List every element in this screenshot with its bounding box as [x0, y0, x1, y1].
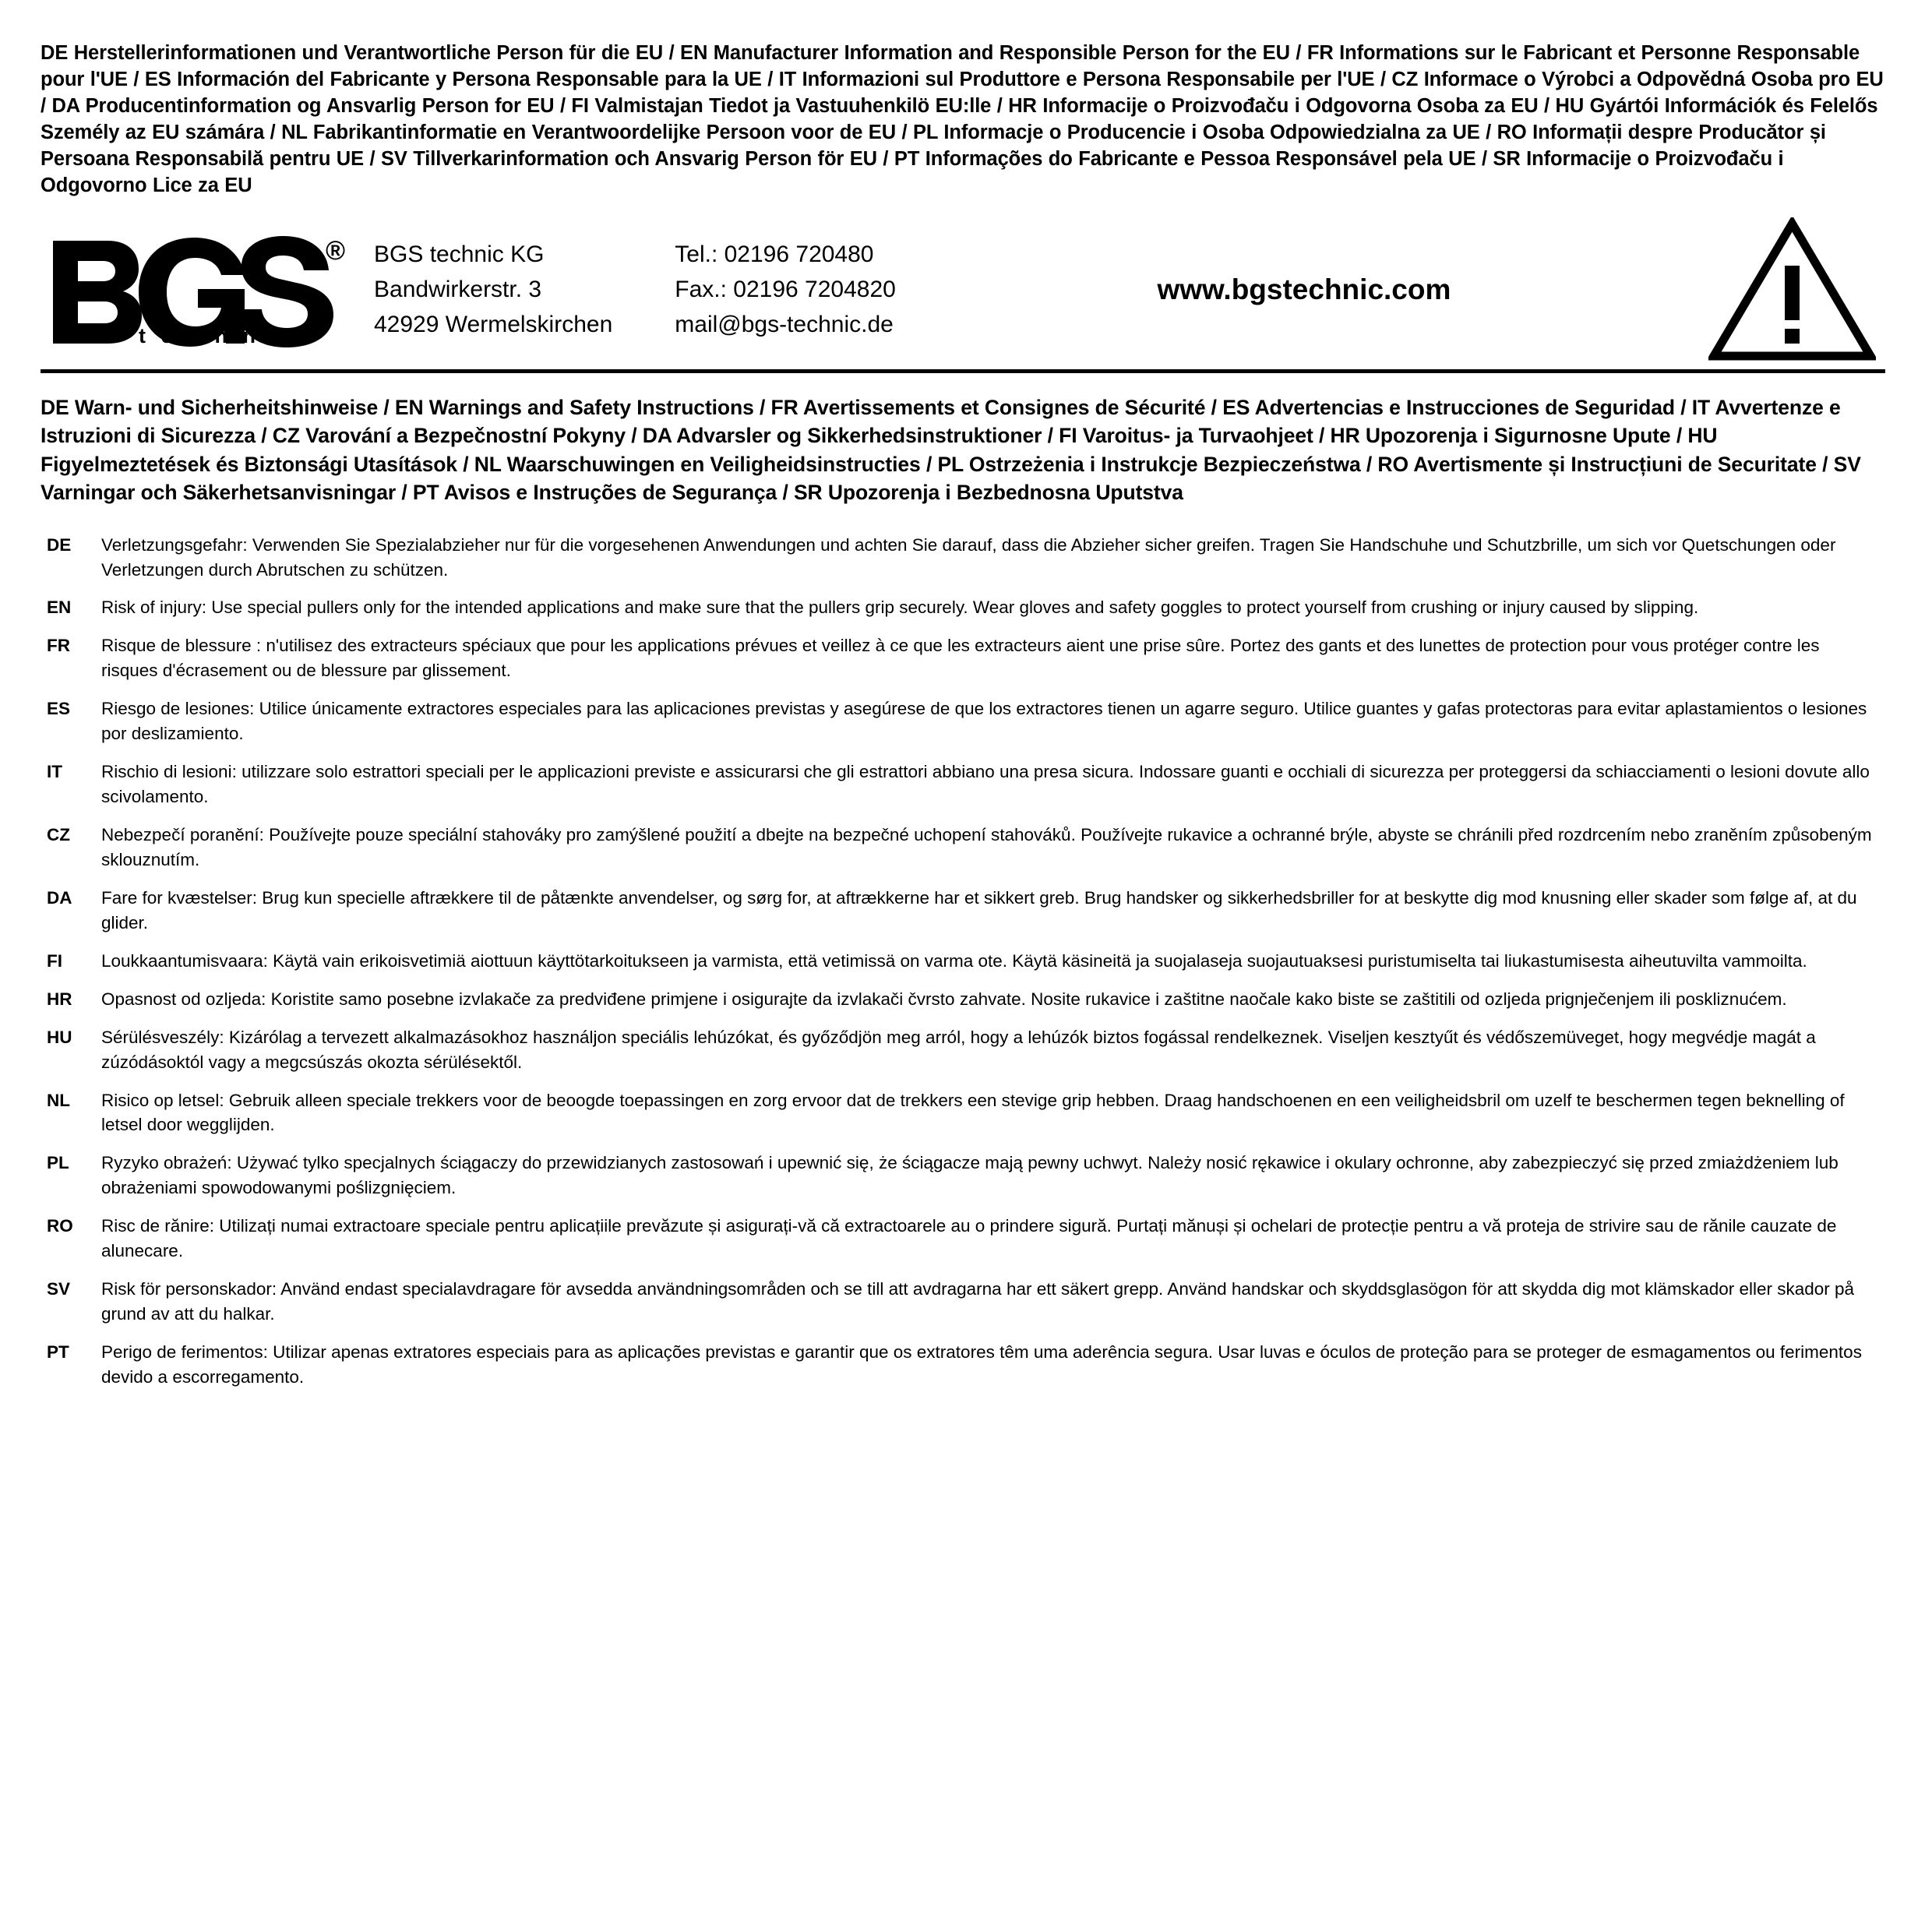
warning-language-code: RO [47, 1216, 73, 1236]
warning-row [41, 1277, 1885, 1327]
company-address [366, 237, 612, 342]
company-telephone: Tel.: 02196 720480 [675, 242, 874, 268]
warning-language-code: IT [47, 762, 62, 782]
warning-text: Risc de rănire: Utilizați numai extractoare speciale pentru aplicațiile prevăzute și asigurați-vă că extractoarele au o prindere sigură. Purtați mănuși și ochelari de protecție pentru a vă proteja de strivire sau de rănile cauzate de alunecare. [101, 1216, 1837, 1261]
warnings-list [41, 533, 1885, 1390]
warning-text: Risk of injury: Use special pullers only for the intended applications and make sure that the pullers grip securely. Wear gloves and safety goggles to protect yourself from crushing or injury caused by slipping. [101, 598, 1699, 618]
company-contact [612, 237, 896, 342]
warning-row [41, 949, 1885, 974]
warning-row [41, 595, 1885, 620]
company-fax: Fax.: 02196 7204820 [675, 277, 896, 303]
warning-language-code: PT [47, 1342, 69, 1362]
bgs-logo-graphic [47, 231, 358, 348]
warning-text: Riesgo de lesiones: Utilice únicamente extractores especiales para las aplicaciones previstas y asegúrese de que los extractores tienen un agarre seguro. Utilice guantes y gafas protectoras para evitar aplastamientos o lesiones por deslizamiento. [101, 699, 1867, 744]
warning-language-code: CZ [47, 825, 70, 844]
warning-row [41, 823, 1885, 873]
warning-text: Perigo de ferimentos: Utilizar apenas extratores especiais para as aplicações previstas e garantir que os extratores têm uma aderência segura. Usar luvas e óculos de proteção para se proteger de esmagamentos ou ferimentos devido a escorregamento. [101, 1342, 1862, 1387]
warning-language-code: SV [47, 1279, 71, 1299]
company-name: BGS technic KG [374, 242, 545, 268]
warning-text: Verletzungsgefahr: Verwenden Sie Spezialabzieher nur für die vorgesehenen Anwendungen und achten Sie darauf, dass die Abzieher sicher greifen. Tragen Sie Handschuhe und Schutzbrille, um sich vor Quetschungen oder Verletzungen durch Abrutschen zu schützen. [101, 534, 1836, 580]
safety-section-heading: DE Warn- und Sicherheitshinweise / EN Warnings and Safety Instructions / FR Avertissements et Consignes de Sécurité / ES Advertencias e Instrucciones de Seguridad / IT Avvertenze e Istruzioni di Sicurezza / CZ Varování a Bezpečnostní Pokyny / DA Advarsler og Sikkerhedsinstruktioner / FI Varoitus- ja Turvaohjeet / HR Upozorenja i Sigurnosne Upute / HU Figyelmeztetések és Biztonsági Utasítások / NL Waarschuwingen en Veiligheidsinstructies / PL Ostrzeżenia i Instrukcje Bezpieczeństwa / RO Avertismente și Instrucțiuni de Securitate / SV Varningar och Säkerhetsanvisningar / PT Avisos e Instruções de Segurança / SR Upozorenja i Bezbednosna Uputstva [41, 396, 1861, 504]
svg-text:t e c h n i c: t e c h n i c [139, 323, 308, 347]
bgs-logo [41, 231, 366, 348]
warning-language-code: HU [47, 1027, 72, 1047]
warning-text: Fare for kvæstelser: Brug kun specielle aftrækkere til de påtænkte anvendelser, og sørg for, at aftrækkerne har et sikkert greb. Brug handsker og sikkerhedsbriller for at beskytte dig mod knusning eller skader som følge af, at du glider. [101, 887, 1857, 933]
manufacturer-info-heading: DE Herstellerinformationen und Verantwortliche Person für die EU / EN Manufacturer Information and Responsible Person for the EU / FR Informations sur le Fabricant et Personne Responsable pour l'UE / ES Información del Fabricante y Persona Responsable para la UE / IT Informazioni sul Produttore e Persona Responsabile per l'UE / CZ Informace o Výrobci a Odpovědná Osoba pro EU / DA Producentinformation og Ansvarlig Person for EU / FI Valmistajan Tiedot ja Vastuuhenkilö EU:lle / HR Informacije o Proizvođaču i Odgovorna Osoba za EU / HU Gyártói Információk és Felelős Személy az EU számára / NL Fabrikantinformatie en Verantwoordelijke Persoon voor de EU / PL Informacje o Producencie i Osoba Odpowiedzialna za UE / RO Informații despre Producător și Persoana Responsabilă pentru UE / SV Tillverkarinformation och Ansvarig Person för EU / PT Informações do Fabricante e Pessoa Responsável pela UE / SR Informacije o Proizvođaču i Odgovorno Lice za EU [41, 42, 1884, 196]
warning-language-code: EN [47, 598, 72, 618]
warning-language-code: HR [47, 989, 72, 1009]
warning-text: Risque de blessure : n'utilisez des extracteurs spéciaux que pour les applications prévues et veillez à ce que les extracteurs aient une prise sûre. Portez des gants et des lunettes de protection pour vous protéger contre les risques d'écrasement ou de blessure par glissement. [101, 636, 1820, 681]
warning-row [41, 696, 1885, 746]
warning-row [41, 1088, 1885, 1138]
warning-language-code: PL [47, 1153, 69, 1173]
warning-row [41, 886, 1885, 936]
warning-text: Risk för personskador: Använd endast specialavdragare för avsedda användningsområden och se till att avdragarna har ett säkert grepp. Använd handskar och skyddsglasögon för att skydda dig mot klämskador eller skador på grund av att du halkar. [101, 1279, 1855, 1324]
warning-triangle-icon [1697, 217, 1885, 361]
warning-language-code: NL [47, 1090, 70, 1110]
warning-language-code: FR [47, 636, 70, 656]
warning-row [41, 987, 1885, 1012]
company-street: Bandwirkerstr. 3 [374, 277, 542, 303]
company-website: www.bgstechnic.com [1157, 273, 1451, 305]
warning-text: Loukkaantumisvaara: Käytä vain erikoisvetimiä aiottuun käyttötarkoitukseen ja varmista, että vetimissä on varma ote. Käytä käsineitä ja suojalaseja suojautuaksesi puristumiselta tai liukastumisesta aiheutuvilta vammoilta. [101, 950, 1807, 971]
warning-row [41, 760, 1885, 809]
warning-row [41, 633, 1885, 683]
warning-triangle-graphic [1708, 217, 1876, 361]
warning-row [41, 533, 1885, 583]
warning-text: Risico op letsel: Gebruik alleen speciale trekkers voor de beoogde toepassingen en zorg ervoor dat de trekkers een stevige grip hebben. Draag handschoenen en een veiligheidsbril om uzelf te beschermen tegen beknelling of letsel door wegglijden. [101, 1090, 1845, 1135]
warning-row [41, 1025, 1885, 1075]
company-city: 42929 Wermelskirchen [374, 312, 613, 338]
svg-text:®: ® [326, 235, 346, 266]
warning-row [41, 1151, 1885, 1200]
warning-text: Ryzyko obrażeń: Używać tylko specjalnych ściągaczy do przewidzianych zastosowań i upewnić się, że ściągacze mają pewny uchwyt. Należy nosić rękawice i okulary ochronne, aby zabezpieczyć się przed zmiażdżeniem lub obrażeniami spowodowanymi poślizgnięciem. [101, 1153, 1839, 1198]
warning-row [41, 1340, 1885, 1390]
warning-row [41, 1214, 1885, 1264]
warning-text: Rischio di lesioni: utilizzare solo estrattori speciali per le applicazioni previste e assicurarsi che gli estrattori abbiano una presa sicura. Indossare guanti e occhiali di sicurezza per proteggersi da schiacciamenti o lesioni dovute allo scivolamento. [101, 762, 1870, 807]
warning-language-code: FI [47, 950, 62, 971]
warning-language-code: DE [47, 534, 72, 555]
warning-text: Sérülésveszély: Kizárólag a tervezett alkalmazásokhoz használjon speciális lehúzókat, és győződjön meg arról, hogy a lehúzók biztos fogással rendelkeznek. Viseljen kesztyűt és védőszemüveget, hogy megvédje magát a zúzódásoktól vagy a megcsúszás okozta sérülésektől. [101, 1027, 1816, 1072]
company-header [41, 213, 1885, 373]
warning-text: Opasnost od ozljeda: Koristite samo posebne izvlakače za predviđene primjene i osigurajte da izvlakači čvrsto zahvate. Nosite rukavice i zaštitne naočale kako biste se zaštitili od ozljeda prignječenjem ili poskliznućem. [101, 989, 1787, 1009]
warning-text: Nebezpečí poranění: Používejte pouze speciální stahováky pro zamýšlené použití a dbejte na bezpečné uchopení stahováků. Používejte rukavice a ochranné brýle, abyste se chránili před rozdrcením nebo zraněním způsobeným sklouznutím. [101, 825, 1872, 869]
company-email: mail@bgs-technic.de [675, 312, 894, 338]
warning-language-code: ES [47, 699, 71, 719]
warning-language-code: DA [47, 887, 72, 908]
